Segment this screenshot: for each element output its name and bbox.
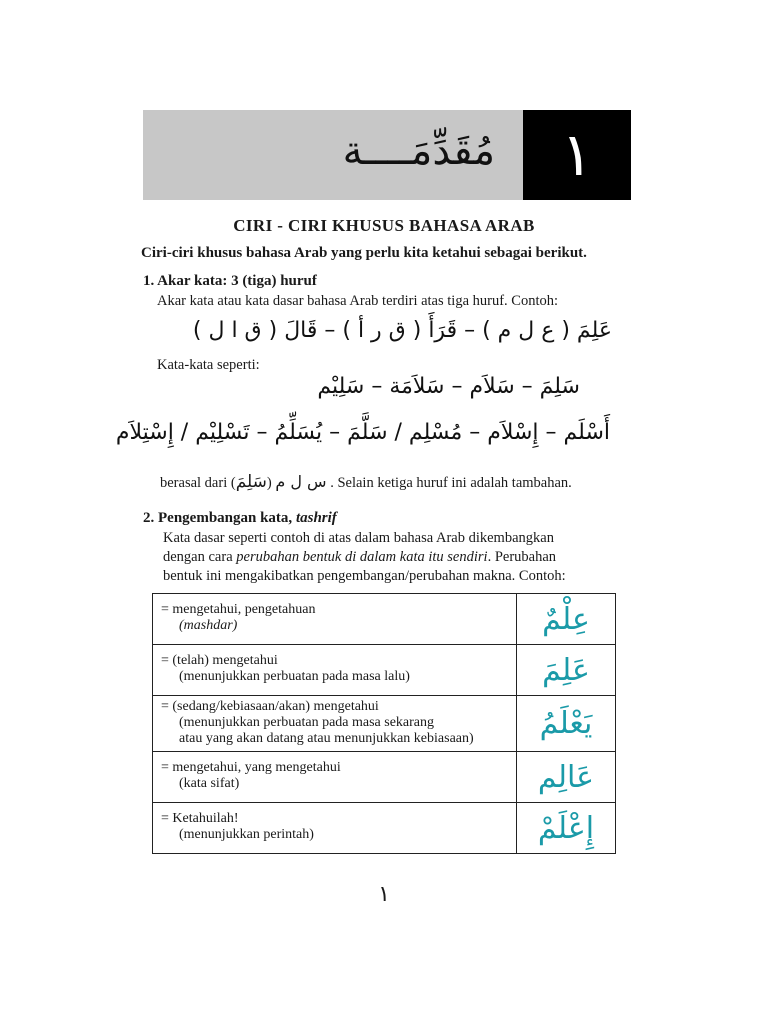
row-description: = (telah) mengetahui (menunjukkan perbuatan pada masa lalu) [153, 645, 517, 696]
example-derivatives-1: سَلِمَ – سَلاَم – سَلاَمَة – سَلِيْم [317, 374, 580, 399]
table-row [153, 752, 616, 803]
row-description: = mengetahui, yang mengetahui (kata sifat) [153, 752, 517, 803]
table-row [153, 803, 616, 854]
row-description: = (sedang/kebiasaan/akan) mengetahui (menunjukkan perbuatan pada masa sekarang atau yang akan datang atau menunjukkan kebiasaan) [153, 696, 517, 752]
section1-title: 1. Akar kata: 3 (tiga) huruf [143, 273, 317, 289]
page-number: ١ [378, 882, 390, 907]
origin-word: سَلِمَ [235, 472, 267, 492]
row-description: = Ketahuilah! (menunjukkan perintah) [153, 803, 517, 854]
chapter-title: مُقَدِّمَــــة [342, 128, 495, 174]
chapter-number: ١ [523, 110, 631, 200]
section2-paragraph: Kata dasar seperti contoh di atas dalam bahasa Arab dikembangkan dengan cara perubahan bentuk di dalam kata itu sendiri. Perubahan bentuk ini mengakibatkan pengembangan/perubahan makna. Contoh: [163, 530, 566, 584]
chapter-banner [143, 110, 631, 200]
section1-text-2: Kata-kata seperti: [157, 357, 260, 373]
row-description: = mengetahui, pengetahuan (mashdar) [153, 594, 517, 645]
arabic-word: عَالِم [517, 752, 616, 803]
tashrif-table [152, 593, 616, 854]
example-derivatives-2: أَسْلَم – إِسْلاَم – مُسْلِم / سَلَّمَ – يُسَلِّمُ – تَسْلِيْم / إِسْتِلاَم [115, 420, 610, 445]
table-row [153, 645, 616, 696]
example-roots: عَلِمَ ( ع ل م ) – قَرَأَ ( ق ر أ ) – قَالَ ( ق ا ل ) [192, 318, 612, 343]
intro-text: Ciri-ciri khusus bahasa Arab yang perlu kita ketahui sebagai berikut. [141, 245, 587, 261]
table-row [153, 696, 616, 752]
origin-line: berasal dari (سَلِمَ) س ل م . Selain ketiga huruf ini adalah tambahan. [160, 472, 572, 492]
origin-letters: س ل م [275, 472, 327, 491]
arabic-word: عَلِمَ [517, 645, 616, 696]
arabic-word: يَعْلَمُ [517, 696, 616, 752]
section-heading: CIRI - CIRI KHUSUS BAHASA ARAB [233, 216, 535, 235]
table-row [153, 594, 616, 645]
arabic-word: إِعْلَمْ [517, 803, 616, 854]
arabic-word: عِلْمٌ [517, 594, 616, 645]
section2-title: 2. Pengembangan kata, tashrif [143, 510, 337, 526]
section1-text-1: Akar kata atau kata dasar bahasa Arab terdiri atas tiga huruf. Contoh: [157, 293, 559, 309]
